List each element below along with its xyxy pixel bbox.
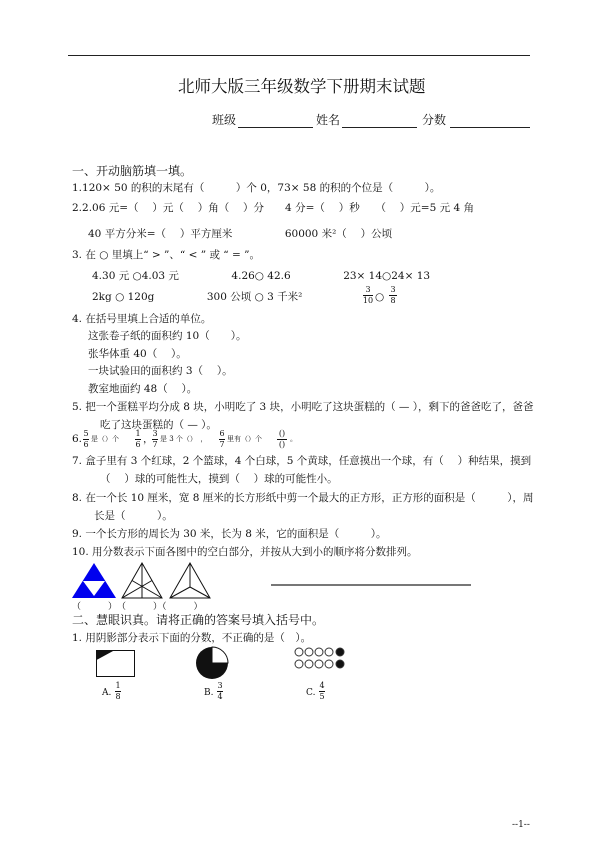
question-5: 5. 把一个蛋糕平均分成 8 块，小明吃了 3 块，小明吃了这块蛋糕的（ — ），剩下的爸爸吃了，爸爸 — [72, 401, 534, 413]
question-6-text: ， — [143, 433, 154, 445]
question-6-text: 里有（）个 — [227, 435, 262, 443]
fraction: 6 7 — [219, 429, 225, 449]
figure-answer-blanks: （ ） （ ）（ ） — [72, 602, 203, 612]
question-4-item: 这张卷子纸的面积约 10（ ）。 — [88, 330, 247, 342]
question-2: 2.2.06 元=（ ）元（ ）角（ ）分 4 分=（ ）秒 （ ）元=5 元 4 角 — [72, 202, 474, 214]
question-7b: （ ）球的可能性大，摸到（ ）球的可能性小。 — [100, 473, 338, 485]
question-6-text: 。 — [290, 435, 297, 443]
question-6-text: 是（）个 — [91, 435, 119, 443]
question-6-number: 6. — [72, 433, 83, 445]
question-4-item: 教室地面约 48（ ）。 — [88, 383, 198, 395]
question-4-item: 张华体重 40（ ）。 — [88, 348, 187, 360]
question-3a: 4.30 元 ○4.03 元 4.26○ 42.6 23× 14○24× 13 — [92, 270, 431, 282]
question-1: 1.120× 50 的积的末尾有（ ）个 0，73× 58 的积的个位是（ ）。 — [72, 182, 441, 194]
fraction: 1 8 — [115, 681, 121, 701]
compare-circle[interactable]: ○ — [375, 291, 385, 303]
fraction-3-10: 3 10 — [362, 285, 374, 305]
question-7: 7. 盒子里有 3 个红球，2 个篮球，4 个白球，5 个黄球，任意摸出一个球，有（ ）种结果，摸到 — [72, 455, 532, 467]
dots-figure — [295, 648, 344, 668]
question-8b: 长是（ ）。 — [94, 510, 173, 522]
top-rule — [68, 55, 530, 56]
name-label: 姓名 — [316, 113, 341, 127]
fraction: 4 5 — [319, 681, 325, 701]
page-title: 北师大版三年级数学下册期末试题 — [178, 77, 426, 96]
class-label: 班级 — [212, 113, 237, 127]
score-label: 分数 — [422, 113, 447, 127]
triangle-six-parts-figure — [122, 563, 162, 598]
fraction: 3 4 — [217, 681, 223, 701]
question-6-text: 是 3 个（） ， — [160, 435, 208, 443]
question-3b: 2kg ○ 120g 300 公顷 ○ 3 千米² — [92, 291, 303, 303]
rectangle-shaded-figure — [97, 651, 135, 677]
question-4-item: 一块试验田的面积约 3（ ）。 — [88, 365, 233, 377]
name-blank[interactable] — [342, 127, 417, 128]
triangle-blue-figure — [72, 563, 116, 598]
section2-heading: 二、慧眼识真。请将正确的答案号填入括号中。 — [72, 613, 325, 627]
option-label: A. — [102, 688, 112, 698]
fraction: 1 6 — [135, 429, 141, 449]
triangle-three-parts-figure — [170, 563, 210, 598]
shading-figures — [92, 646, 362, 682]
question-4: 4. 在括号里填上合适的单位。 — [72, 313, 212, 325]
fraction: () () — [278, 429, 286, 449]
question-8: 8. 在一个长 10 厘米，宽 8 厘米的长方形纸中剪一个最大的正方形，正方形的面积是（ ），周 — [72, 492, 534, 504]
question-10: 10. 用分数表示下面各图中的空白部分，并按从大到小的顺序将分数排列。 — [72, 546, 418, 558]
question-3: 3. 在 ○ 里填上“ > ”、“ < ” 或 “ = ”。 — [72, 249, 260, 261]
fraction-3-8: 3 8 — [390, 285, 396, 305]
option-label: C. — [306, 688, 316, 698]
option-label: B. — [204, 688, 214, 698]
fraction: 3 7 — [152, 429, 158, 449]
section2-question-1: 1. 用阴影部分表示下面的分数，不正确的是（ ）。 — [72, 632, 312, 644]
answer-line[interactable] — [271, 584, 471, 586]
question-5b: 吃了这块蛋糕的（ — ）。 — [100, 419, 217, 431]
fraction: 5 6 — [83, 429, 89, 449]
page-number: --1-- — [512, 820, 530, 830]
circle-shaded-figure — [196, 647, 228, 679]
section1-heading: 一、开动脑筋填一填。 — [72, 164, 193, 178]
class-blank[interactable] — [238, 127, 313, 128]
question-9: 9. 一个长方形的周长为 30 米，长为 8 米，它的面积是（ ）。 — [72, 528, 387, 540]
triangle-figures — [70, 562, 230, 600]
question-2b: 40 平方分米=（ ）平方厘米 60000 米²（ ）公顷 — [88, 228, 393, 240]
score-blank[interactable] — [450, 127, 530, 128]
